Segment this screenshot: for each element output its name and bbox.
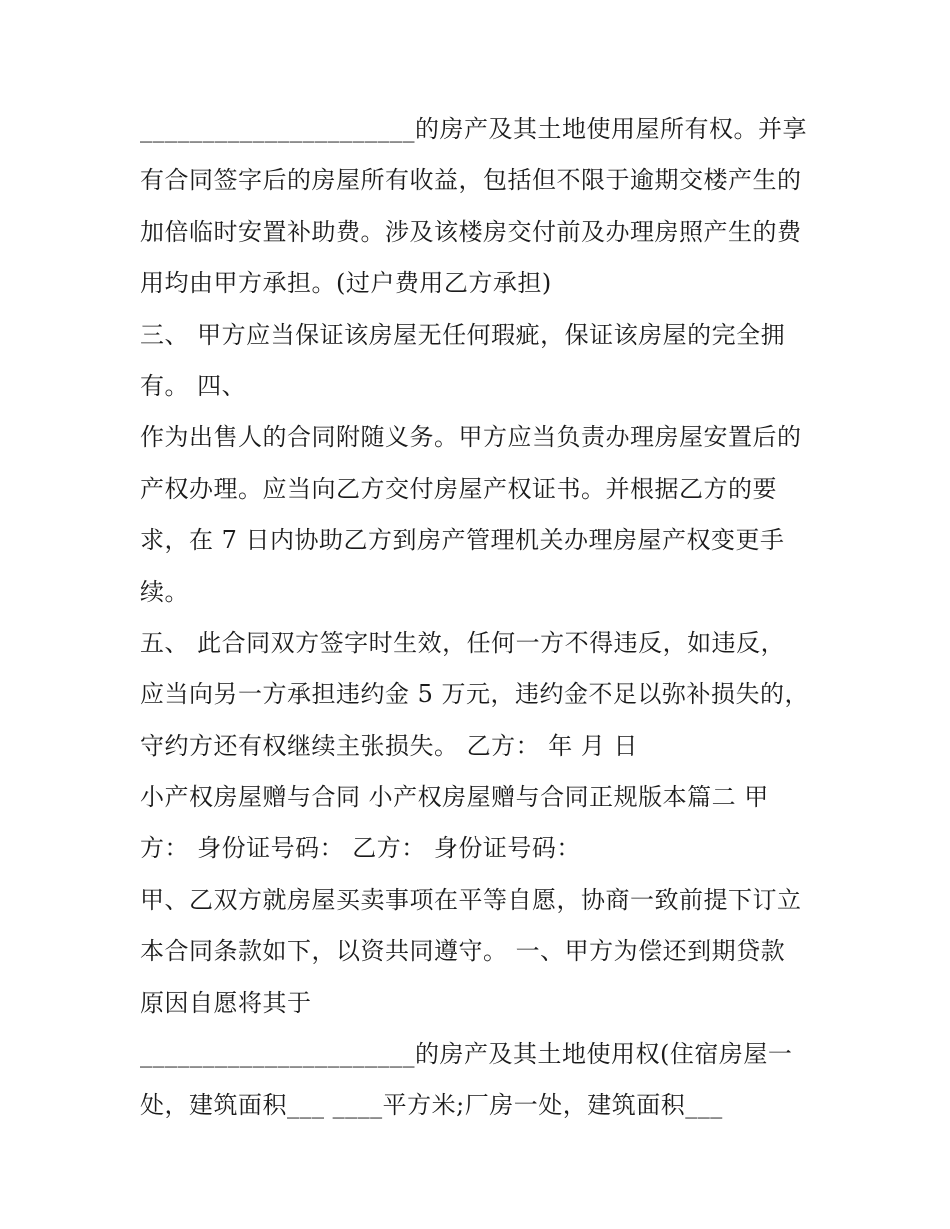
text-line: 用均由甲方承担。(过户费用乙方承担) (140, 269, 552, 298)
text-line: 加倍临时安置补助费。涉及该楼房交付前及办理房照产生的费 (140, 217, 802, 246)
text-line: ______________________的房产及其土地使用权(住宿房屋一 (140, 1040, 793, 1069)
text-line: 原因自愿将其于 (140, 988, 312, 1017)
text-line: 有。 四、 (140, 371, 247, 400)
text-line: 产权办理。应当向乙方交付房屋产权证书。并根据乙方的要 (140, 474, 777, 503)
text-line: 守约方还有权继续主张损失。 乙方： 年 月 日 (140, 731, 639, 760)
text-line: 小产权房屋赠与合同 小产权房屋赠与合同正规版本篇二 甲 (140, 783, 769, 812)
text-line: ______________________的房产及其土地使用屋所有权。并享 (140, 115, 807, 143)
text-line: 处，建筑面积___ ____平方米;厂房一处，建筑面积___ (140, 1091, 723, 1120)
text-line: 三、 甲方应当保证该房屋无任何瑕疵，保证该房屋的完全拥 (140, 320, 786, 349)
text-line: 本合同条款如下，以资共同遵守。 一、甲方为偿还到期贷款 (140, 937, 786, 966)
text-line: 方： 身份证号码： 乙方： 身份证号码： (140, 834, 581, 863)
text-line: 甲、乙双方就房屋买卖事项在平等自愿，协商一致前提下订立 (140, 885, 802, 914)
text-line: 作为出售人的合同附随义务。甲方应当负责办理房屋安置后的 (140, 423, 802, 452)
text-line: 续。 (140, 577, 189, 606)
text-line: 求，在 7 日内协助乙方到房产管理机关办理房屋产权变更手 (140, 526, 785, 555)
text-line: 五、 此合同双方签字时生效，任何一方不得违反，如违反， (140, 628, 786, 657)
document-body (140, 104, 830, 1132)
text-line: 应当向另一方承担违约金 5 万元，违约金不足以弥补损失的， (140, 680, 810, 709)
text-line: 有合同签字后的房屋所有收益，包括但不限于逾期交楼产生的 (140, 166, 802, 195)
